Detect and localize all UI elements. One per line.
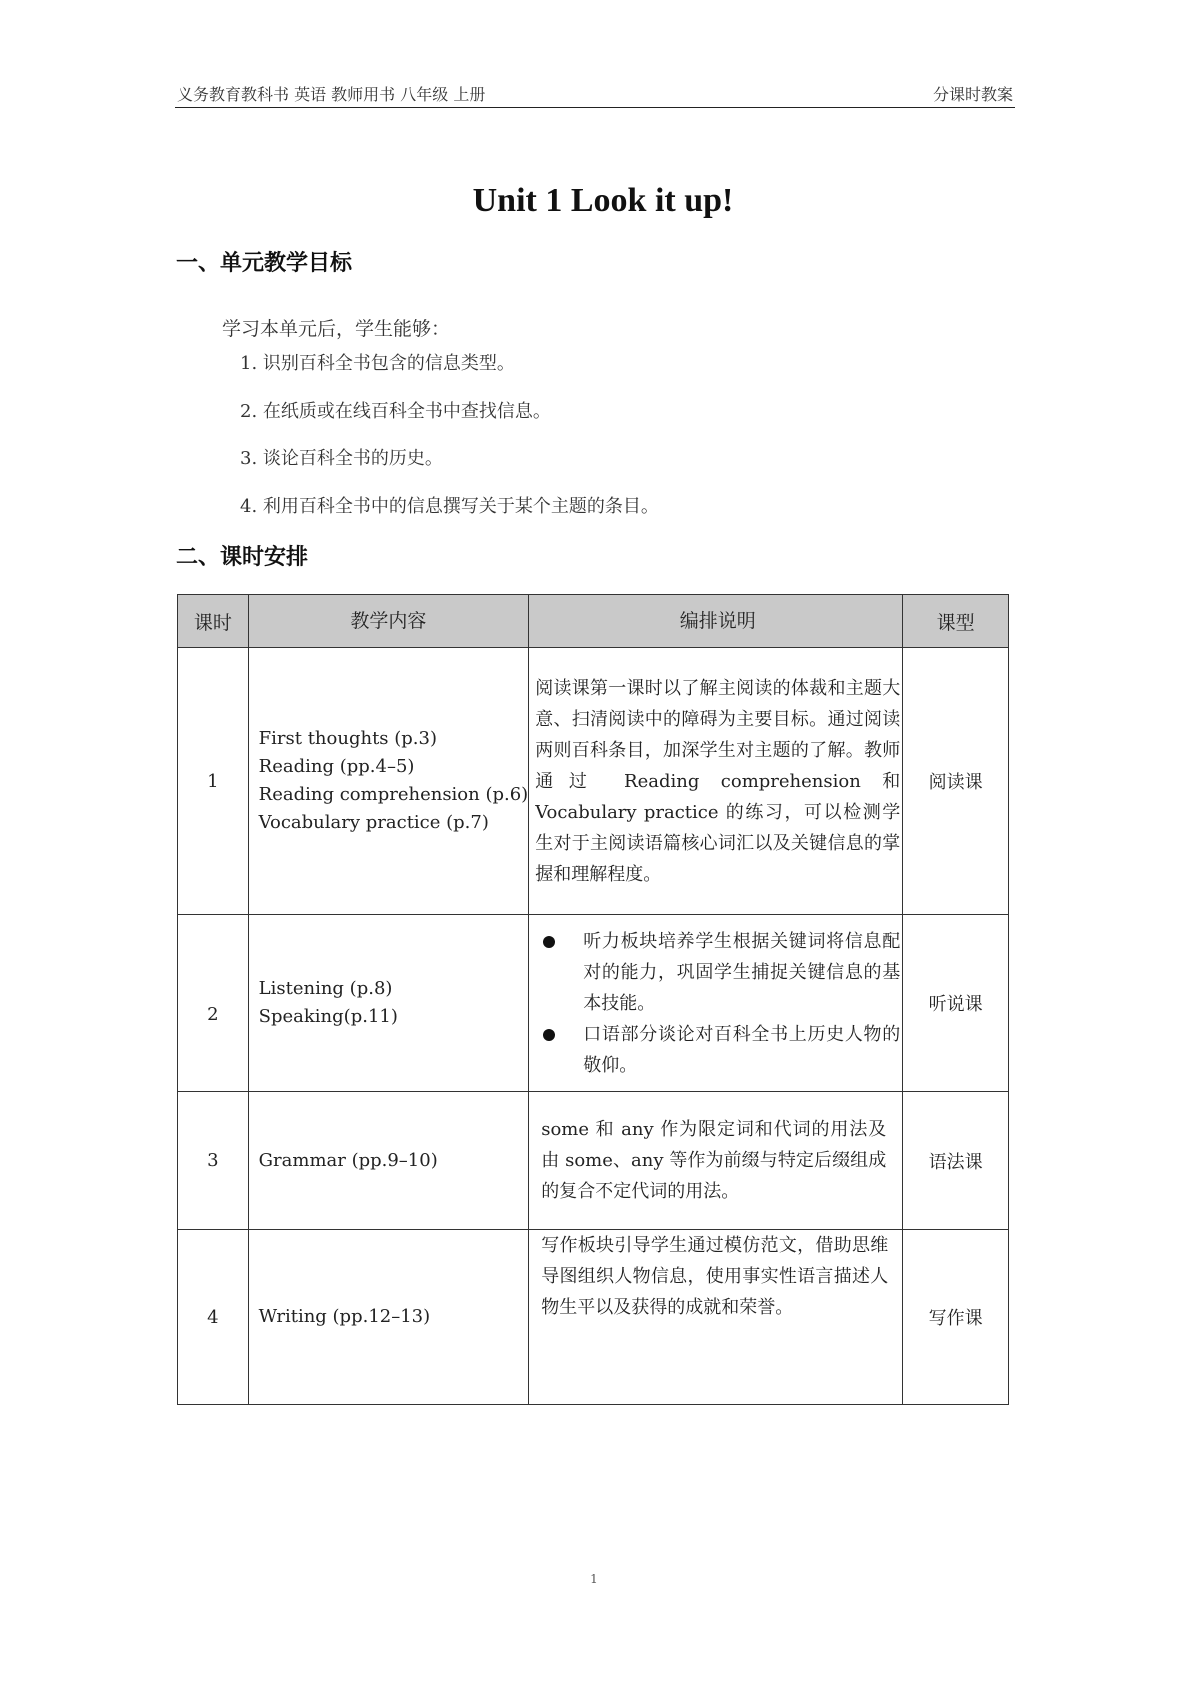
list-item: 2. 在纸质或在线百科全书中查找信息。 [240,400,551,422]
content-line: Speaking(p.11) [258,1006,398,1027]
lesson-type-cell: 语法课 [903,1092,1009,1230]
column-header-description: 编排说明 [529,595,903,648]
lesson-type-cell: 听说课 [903,915,1009,1092]
list-item: 3. 谈论百科全书的历史。 [240,448,443,469]
description-cell: 阅读课第一课时以了解主阅读的体裁和主题大意、扫清阅读中的障碍为主要目标。通过阅读两则百科条目，加深学生对主题的了解。教师通过 Reading comprehension 和 Vocabulary practice 的练习，可以检测学生对于主阅读语篇核心词汇以及关键信息的掌握和理解程度。 [529,648,903,915]
schedule-table [177,594,1009,1405]
content-cell [248,1230,529,1405]
bullet-list [529,926,900,1081]
content-line: Vocabulary practice (p.7) [258,812,489,833]
period-cell: 2 [178,915,249,1092]
bullet-icon [543,1029,555,1041]
period-cell: 1 [178,648,249,915]
section-heading-schedule: 二、课时安排 [176,545,309,570]
goals-list [240,352,659,542]
content-line: Writing (pp.12–13) [258,1306,431,1327]
page-title: Unit 1 Look it up! [472,182,734,219]
content-line: First thoughts (p.3) [258,728,438,749]
running-header [175,82,1015,108]
lesson-type-cell: 阅读课 [903,648,1009,915]
period-cell: 4 [178,1230,249,1405]
table-header-row [178,595,1009,648]
table-row [178,915,1009,1092]
table-row [178,1230,1009,1405]
header-section-label: 分课时教案 [932,85,1013,104]
section-heading-goals: 一、单元教学目标 [176,251,353,276]
bullet-text: 听力板块培养学生根据关键词将信息配对的能力，巩固学生捕捉关键信息的基本技能。 [583,930,901,1014]
column-header-type: 课型 [903,595,1009,648]
bullet-icon [543,936,555,948]
bullet-text: 口语部分谈论对百科全书上历史人物的敬仰。 [583,1023,901,1076]
content-line: Reading comprehension (p.6) [258,784,529,805]
content-cell [248,1092,529,1230]
header-book-title: 义务教育教科书 英语 教师用书 八年级 上册 [177,85,486,104]
page-number: 1 [590,1572,598,1586]
list-item: 1. 识别百科全书包含的信息类型。 [240,353,515,374]
column-header-content: 教学内容 [248,595,529,648]
period-cell: 3 [178,1092,249,1230]
content-line: Grammar (pp.9–10) [258,1149,438,1171]
list-item [529,926,900,1019]
content-line: Reading (pp.4–5) [258,756,415,777]
content-cell [248,915,529,1092]
table-row [178,648,1009,915]
description-cell: 写作板块引导学生通过模仿范文，借助思维导图组织人物信息，使用事实性语言描述人物生平以及获得的成就和荣誉。 [529,1230,903,1405]
lesson-type-cell: 写作课 [903,1230,1009,1405]
content-cell [248,648,529,915]
content-line: Listening (p.8) [258,978,393,999]
description-cell: some 和 any 作为限定词和代词的用法及由 some、any 等作为前缀与特定后缀组成的复合不定代词的用法。 [529,1092,903,1230]
column-header-period: 课时 [178,595,249,648]
description-cell [529,915,903,1092]
goals-intro: 学习本单元后，学生能够： [222,318,451,340]
list-item [529,1019,900,1081]
table-row [178,1092,1009,1230]
list-item: 4. 利用百科全书中的信息撰写关于某个主题的条目。 [240,495,659,517]
